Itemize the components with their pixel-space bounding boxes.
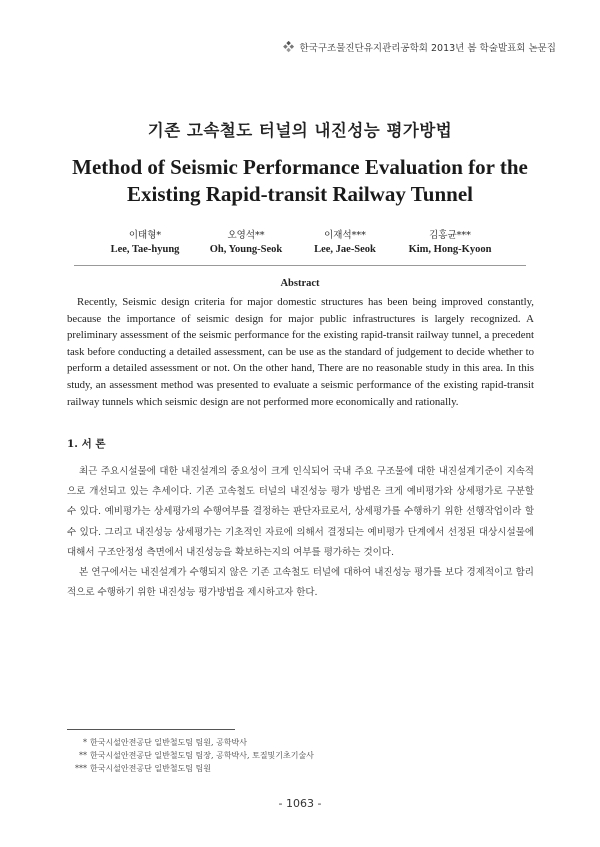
author-name-en: Lee, Tae-hyung: [110, 244, 180, 255]
author-3: [300, 227, 390, 255]
author-name-en: Kim, Hong-Kyoon: [408, 244, 492, 255]
author-name-ko: 이태형*: [128, 230, 162, 241]
proceedings-title: 한국구조물진단유지관리공학회 2013년 봄 학술발표회 논문집: [299, 43, 556, 54]
footnotes: [67, 736, 534, 775]
footnote-divider: [67, 729, 235, 730]
body-paragraph: 최근 주요시설물에 대한 내진설계의 중요성이 크게 인식되어 국내 주요 구조물에 대한 내진설계기준이 지속적으로 개선되고 있는 추세이다. 기존 고속철도 터널의 내진성능 평가 방법은 크게 예비평가와 상세평가로 구분할 수 있다. 예비평가는 상세평가의 수행여부를 결정하는 판단자료로서, 상세평가를 수행하기 위한 선행작업이라 할 수 있다. 그리고 내진성능 상세평가는 기초적인 자료에 의해서 결정되는 예비평가 단계에서 선정된 대상시설물에 대해서 구조안정성 측면에서 내진성능을 확보하는지의 여부를 평가하는 것이다.: [67, 466, 534, 558]
footnote-mark: ***: [75, 764, 87, 773]
footnote: [67, 749, 534, 762]
author-list: [100, 227, 500, 259]
author-name-ko: 김홍균***: [429, 230, 471, 241]
author-name-en: Oh, Young-Seok: [209, 244, 283, 255]
footnote-mark: **: [79, 751, 87, 760]
author-2: [196, 227, 296, 255]
abstract-heading: Abstract: [280, 278, 320, 289]
header-divider: [74, 265, 526, 266]
author-name-ko: 이재석***: [324, 230, 366, 241]
author-1: [100, 227, 190, 255]
footnote-text: 한국시설안전공단 일반철도팀 팀원: [90, 764, 212, 773]
abstract-text: Recently, Seismic design criteria for major domestic structures has been being improved constantly, because the importance of seismic design for major public infrastructures is largely recognized. A preliminary assessment of the seismic performance for the existing rapid-transit railway tunnel, a precedent task before conducting a detailed assessment, can be use as the standard of judgement to decide whether to perform a detailed assessment or not. On the other hand, There are no reasonable study in this area. In this study, an assessment method was presented to evaluate a seismic performance of the existing rapid-transit railway tunnels which seismic design are not performed more economically and rationally.: [67, 296, 534, 408]
footnote: [67, 736, 534, 749]
title-korean: 기존 고속철도 터널의 내진성능 평가방법: [147, 121, 453, 140]
title-english: Method of Seismic Performance Evaluation for the Existing Rapid-transit Railway Tunnel: [72, 155, 528, 206]
footnote-text: 한국시설안전공단 일반철도팀 팀장, 공학박사, 토질및기초기술사: [90, 751, 314, 760]
diamond-cluster-icon: [283, 41, 295, 53]
page-number: - 1063 -: [278, 797, 322, 810]
author-name-ko: 오영석**: [227, 230, 265, 241]
footnote-mark: *: [83, 738, 87, 747]
section-body: [67, 462, 534, 603]
author-4: [390, 227, 510, 255]
proceedings-header: [283, 40, 556, 54]
section-heading: 1. 서 론: [67, 438, 106, 450]
footnote: [67, 762, 534, 775]
author-name-en: Lee, Jae-Seok: [314, 244, 376, 255]
footnote-text: 한국시설안전공단 일반철도팀 팀원, 공학박사: [90, 738, 248, 747]
body-paragraph: 본 연구에서는 내진설계가 수행되지 않은 기존 고속철도 터널에 대하여 내진성능 평가를 보다 경제적이고 합리적으로 수행하기 위한 내진성능 평가방법을 제시하고자 한다.: [67, 567, 534, 599]
